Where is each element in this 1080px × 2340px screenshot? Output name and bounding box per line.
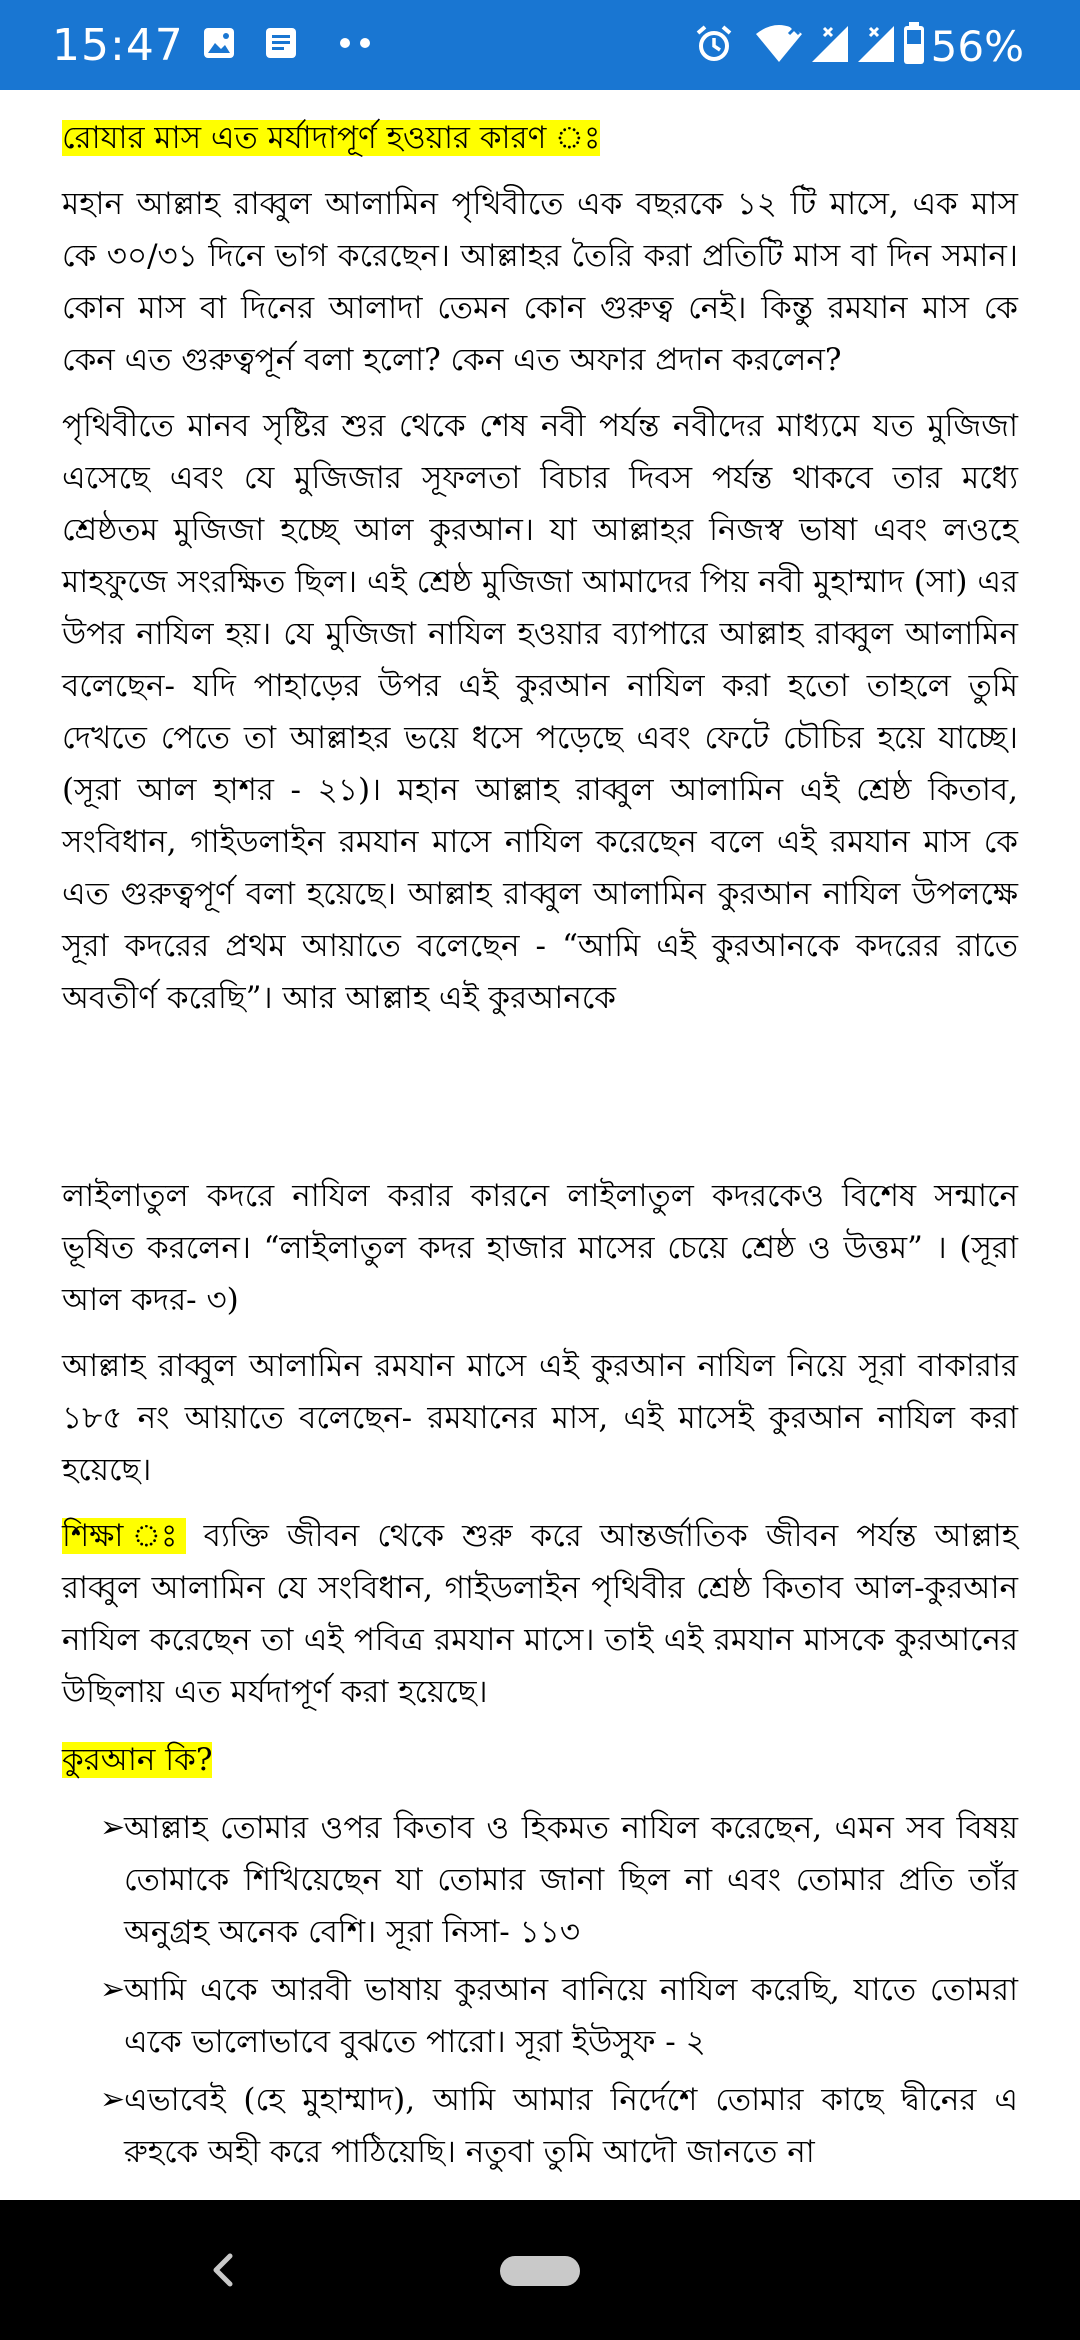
lesson-label: শিক্ষা ঃ xyxy=(62,1518,186,1554)
home-pill-button[interactable] xyxy=(500,2256,580,2286)
document-icon xyxy=(264,26,298,60)
list-item-text: এভাবেই (হে মুহাম্মাদ), আমি আমার নির্দেশে তোমার কাছে দ্বীনের এ রুহকে অহী করে পাঠিয়েছি। নতুবা তুমি আদৌ জানতে না xyxy=(124,2082,1018,2170)
heading-highlight: রোযার মাস এত মর্যাদাপূর্ণ হওয়ার কারণ ঃ xyxy=(62,120,601,156)
list-item-text: আমি একে আরবী ভাষায় কুরআন বানিয়ে নাযিল করেছি, যাতে তোমরা একে ভালোভাবে বুঝতে পারো। সূরা ইউসুফ - ২ xyxy=(124,1972,1018,2060)
arrow-bullet-icon: ➢ xyxy=(100,1810,126,1845)
list-item xyxy=(62,1802,1018,1958)
document-viewer[interactable] xyxy=(0,90,1080,2200)
arrow-bullet-icon: ➢ xyxy=(100,1972,126,2007)
status-bar xyxy=(0,0,1080,90)
paragraph-baqarah: আল্লাহ রাব্বুল আলামিন রমযান মাসে এই কুরআন নাযিল নিয়ে সূরা বাকারার ১৮৫ নং আয়াতে বলেছেন- রমযানের মাস, এই মাসেই কুরআন নাযিল করা হয়েছে। xyxy=(62,1348,1018,1488)
image-icon xyxy=(202,26,236,60)
section-heading xyxy=(62,110,1018,166)
status-time: 15:47 xyxy=(52,20,184,71)
list-item xyxy=(62,2074,1018,2178)
arrow-bullet-icon: ➢ xyxy=(100,2082,126,2117)
document-page xyxy=(62,1170,1018,2178)
paragraph-intro: মহান আল্লাহ রাব্বুল আলামিন পৃথিবীতে এক বছরকে ১২ টি মাসে, এক মাস কে ৩০/৩১ দিনে ভাগ করেছেন। আল্লাহর তৈরি করা প্রতিটি মাস বা দিন সমান। কোন মাস বা দিনের আলাদা তেমন কোন গুরুত্ব নেই। কিন্তু রমযান মাস কে কেন এত গুরুত্বপূর্ন বলা হলো? কেন এত অফার প্রদান করলেন? xyxy=(62,186,1018,378)
back-chevron-icon[interactable] xyxy=(204,2248,244,2292)
battery-icon xyxy=(902,22,926,66)
navigation-bar xyxy=(0,2200,1080,2340)
alarm-icon xyxy=(694,24,734,64)
bullet-list xyxy=(62,1802,1018,2178)
lesson-text: ব্যক্তি জীবন থেকে শুরু করে আন্তর্জাতিক জীবন পর্যন্ত আল্লাহ রাব্বুল আলামিন যে সংবিধান, গাইডলাইন পৃথিবীর শ্রেষ্ঠ কিতাব আল-কুরআন নাযিল করেছেন তা এই পবিত্র রমযান মাসে। তাই এই রমযান মাসকে কুরআনের উছিলায় এত মর্যদাপূর্ণ করা হয়েছে। xyxy=(62,1518,1018,1710)
paragraph-lesson xyxy=(62,1510,1018,1718)
heading-highlight: কুরআন কি? xyxy=(62,1742,213,1778)
paragraph-laylatul-qadr: লাইলাতুল কদরে নাযিল করার কারনে লাইলাতুল কদরকেও বিশেষ সন্মানে ভূষিত করলেন। “লাইলাতুল কদর হাজার মাসের চেয়ে শ্রেষ্ঠ ও উত্তম” । (সূরা আল কদর- ৩) xyxy=(62,1178,1018,1318)
list-item xyxy=(62,1964,1018,2068)
wifi-icon xyxy=(754,22,804,64)
document-page xyxy=(62,110,1018,1024)
section-heading xyxy=(62,1732,1018,1788)
signal-icon xyxy=(810,22,900,64)
battery-percent: 56% xyxy=(930,22,1024,71)
paragraph-quran-miracle: পৃথিবীতে মানব সৃষ্টির শুর থেকে শেষ নবী পর্যন্ত নবীদের মাধ্যমে যত মুজিজা এসেছে এবং যে মুজিজার সূফলতা বিচার দিবস পর্যন্ত থাকবে তার মধ্যে শ্রেষ্ঠতম মুজিজা হচ্ছে আল কুরআন। যা আল্লাহর নিজস্ব ভাষা এবং লওহে মাহফুজে সংরক্ষিত ছিল। এই শ্রেষ্ঠ মুজিজা আমাদের পিয় নবী মুহাম্মাদ (সা) এর উপর নাযিল হয়। যে মুজিজা নাযিল হওয়ার ব্যাপারে আল্লাহ রাব্বুল আলামিন বলেছেন- যদি পাহাড়ের উপর এই কুরআন নাযিল করা হতো তাহলে তুমি দেখতে পেতে তা আল্লাহর ভয়ে ধসে পড়েছে এবং ফেটে চৌচির হয়ে যাচ্ছে।(সূরা আল হাশর - ২১)। মহান আল্লাহ রাব্বুল আলামিন এই শ্রেষ্ঠ কিতাব, সংবিধান, গাইডলাইন রমযান মাসে নাযিল করেছেন বলে এই রমযান মাস কে এত গুরুত্বপূর্ণ বলা হয়েছে। আল্লাহ রাব্বুল আলামিন কুরআন নাযিল উপলক্ষে সূরা কদরের প্রথম আয়াতে বলেছেন - “আমি এই কুরআনকে কদরের রাতে অবতীর্ণ করেছি”। আর আল্লাহ এই কুরআনকে xyxy=(62,408,1018,1016)
more-dots-icon xyxy=(336,26,376,60)
list-item-text: আল্লাহ তোমার ওপর কিতাব ও হিকমত নাযিল করেছেন, এমন সব বিষয় তোমাকে শিখিয়েছেন যা তোমার জানা ছিল না এবং তোমার প্রতি তাঁর অনুগ্রহ অনেক বেশি। সূরা নিসা- ১১৩ xyxy=(124,1810,1018,1950)
